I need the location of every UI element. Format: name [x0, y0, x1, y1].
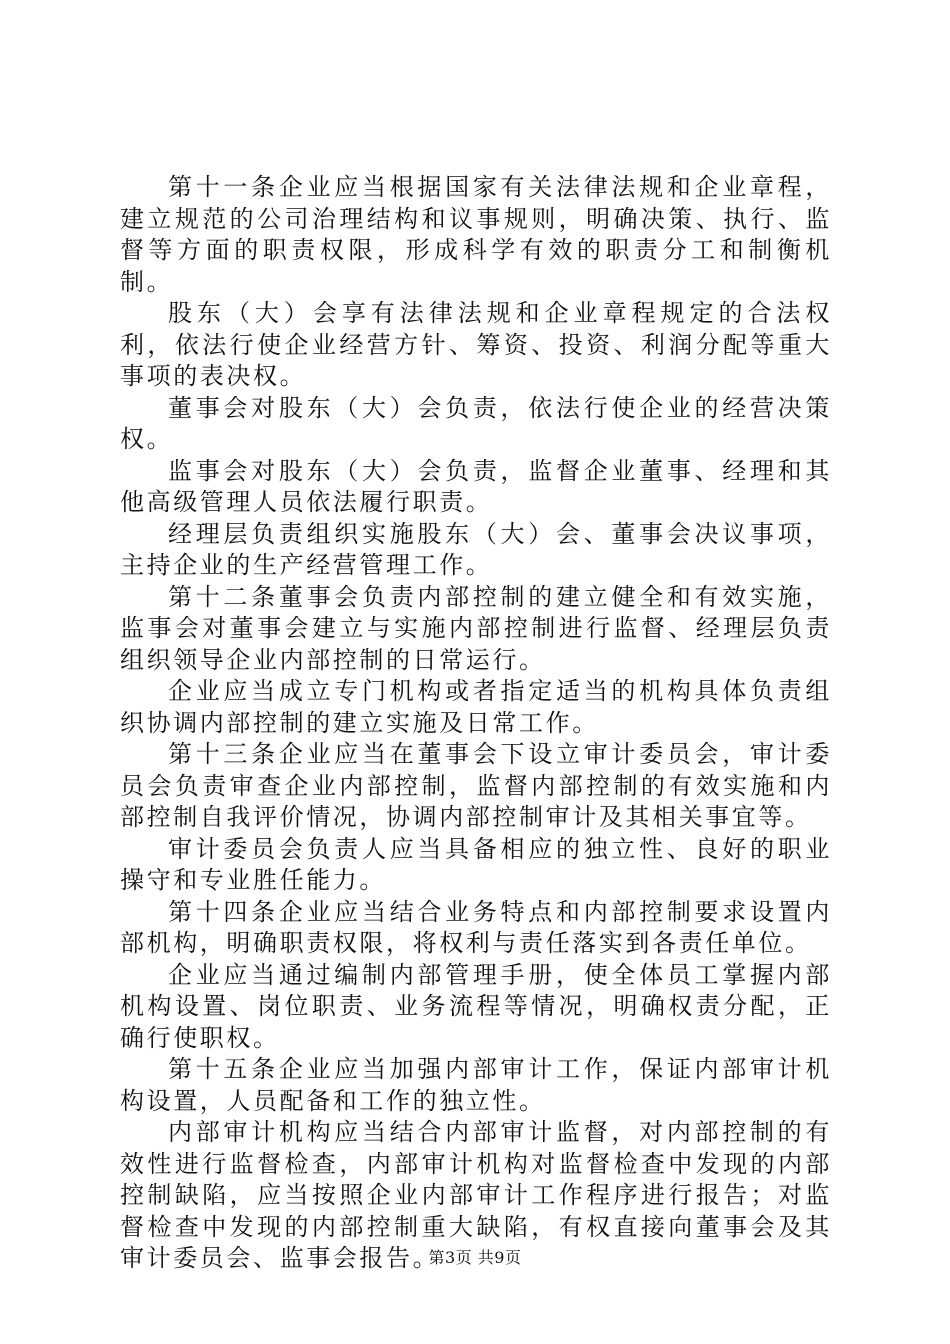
- paragraph-article-15: 第十五条企业应当加强内部审计工作，保证内部审计机构设置，人员配备和工作的独立性。: [120, 1055, 832, 1115]
- paragraph-article-13: 第十三条企业应当在董事会下设立审计委员会，审计委员会负责审查企业内部控制，监督内部控制的有效实施和内部控制自我评价情况，协调内部控制审计及其相关事宜等。: [120, 740, 832, 831]
- paragraph-article-12: 第十二条董事会负责内部控制的建立健全和有效实施，监事会对董事会建立与实施内部控制进行监督、经理层负责组织领导企业内部控制的日常运行。: [120, 582, 832, 674]
- paragraph-article-11: 第十一条企业应当根据国家有关法律法规和企业章程，建立规范的公司治理结构和议事规则，明确决策、执行、监督等方面的职责权限，形成科学有效的职责分工和制衡机制。: [120, 173, 832, 296]
- paragraph-board-of-directors: 董事会对股东（大）会负责，依法行使企业的经营决策权。: [120, 393, 832, 453]
- paragraph-board-of-supervisors: 监事会对股东（大）会负责，监督企业董事、经理和其他高级管理人员依法履行职责。: [120, 456, 832, 516]
- document-body: [120, 172, 832, 1275]
- paragraph-shareholders-meeting: 股东（大）会享有法律法规和企业章程规定的合法权利，依法行使企业经营方针、筹资、投资、利润分配等重大事项的表决权。: [120, 299, 832, 390]
- paragraph-dedicated-agency: 企业应当成立专门机构或者指定适当的机构具体负责组织协调内部控制的建立实施及日常工作。: [120, 677, 832, 737]
- paragraph-management-manual: 企业应当通过编制内部管理手册，使全体员工掌握内部机构设置、岗位职责、业务流程等情况，明确权责分配，正确行使职权。: [120, 960, 832, 1052]
- page-number-footer: 第3页 共9页: [428, 1248, 522, 1267]
- paragraph-internal-audit: 内部审计机构应当结合内部审计监督，对内部控制的有效性进行监督检查，内部审计机构对监督检查中发现的内部控制缺陷，应当按照企业内部审计工作程序进行报告；对监督检查中发现的内部控制重大缺陷，有权直接向董事会及其审计委员会、监事会报告。: [120, 1118, 832, 1272]
- paragraph-audit-committee-head: 审计委员会负责人应当具备相应的独立性、良好的职业操守和专业胜任能力。: [120, 834, 832, 894]
- paragraph-article-14: 第十四条企业应当结合业务特点和内部控制要求设置内部机构，明确职责权限，将权利与责任落实到各责任单位。: [120, 897, 832, 957]
- paragraph-management: 经理层负责组织实施股东（大）会、董事会决议事项，主持企业的生产经营管理工作。: [120, 519, 832, 579]
